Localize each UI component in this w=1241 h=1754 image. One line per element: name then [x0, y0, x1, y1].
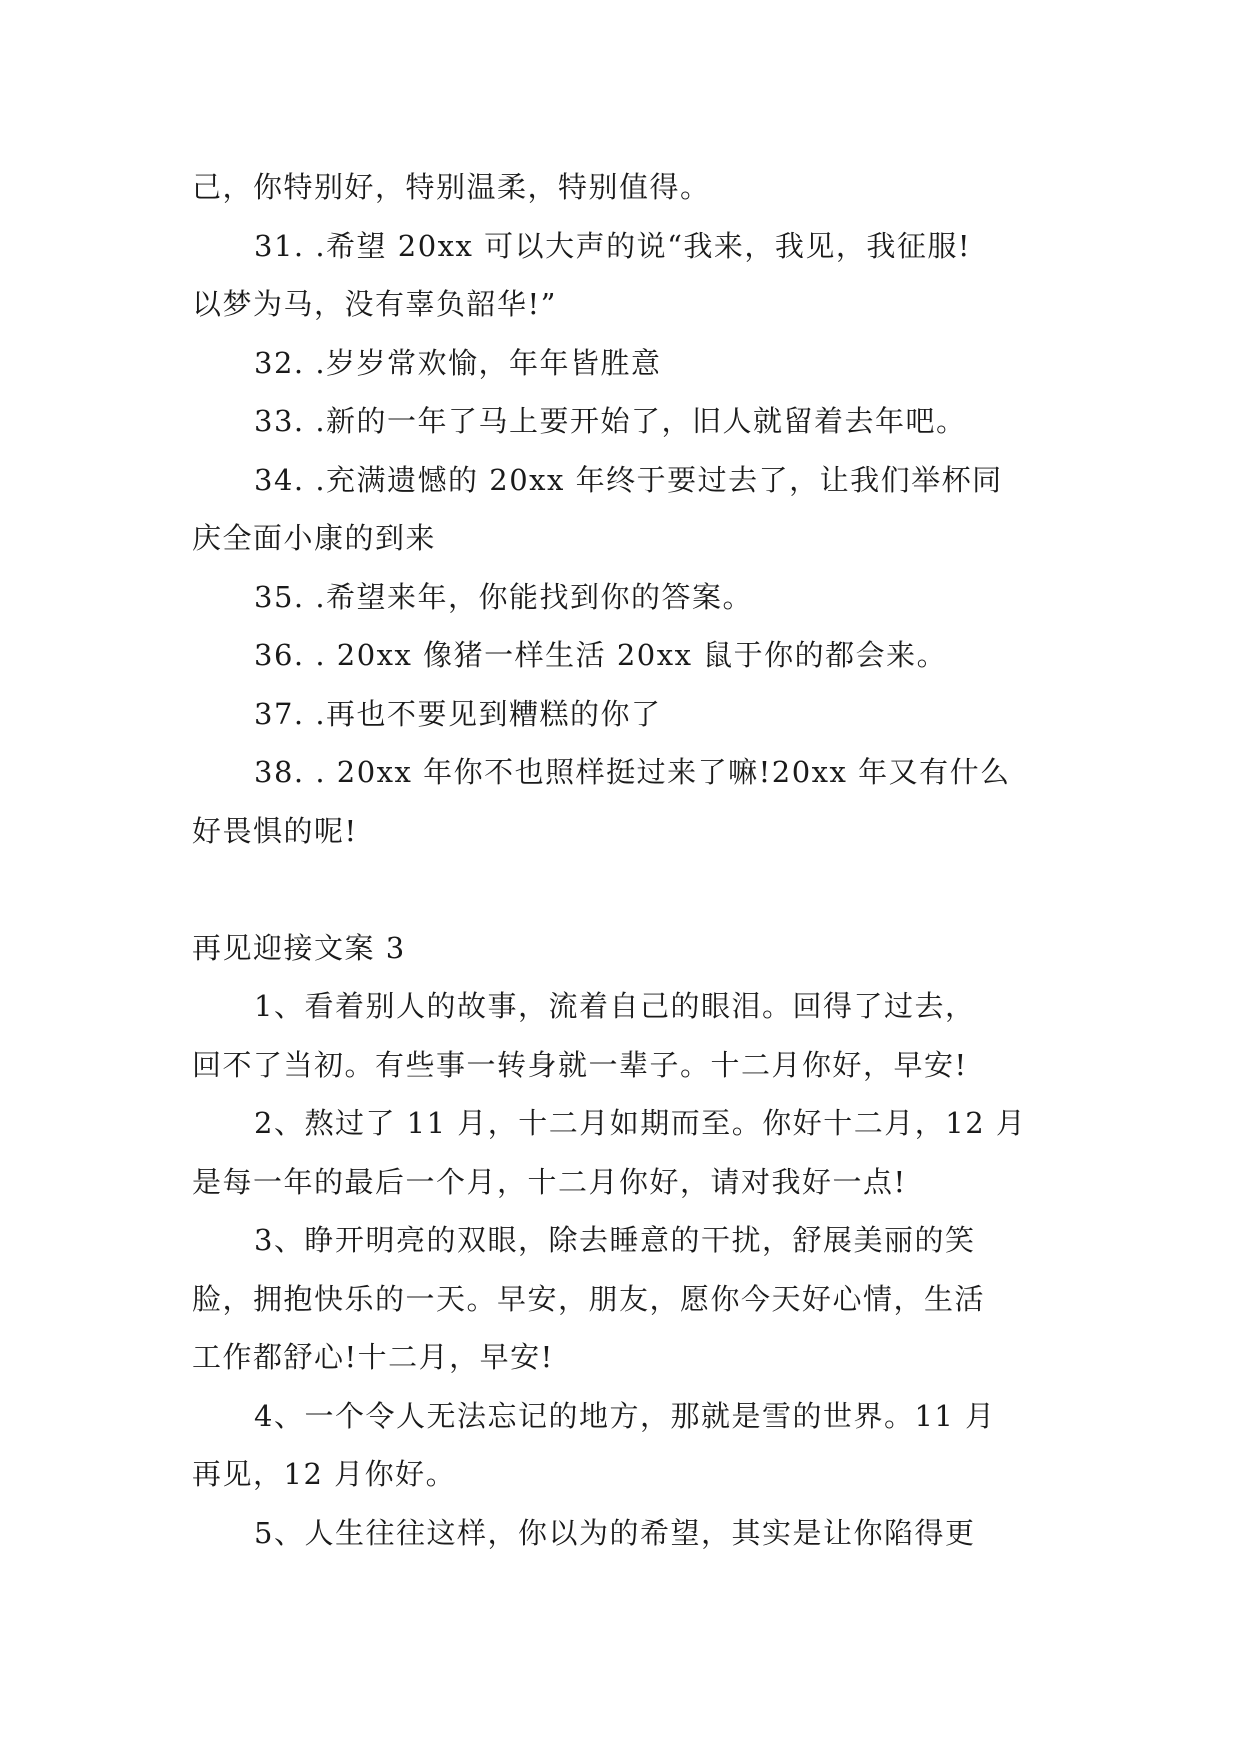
- list-item-4: 4、一个令人无法忘记的地方，那就是雪的世界。11 月: [254, 1398, 996, 1433]
- text-line: 是每一年的最后一个月，十二月你好，请对我好一点!: [192, 1164, 907, 1199]
- section-spacer: [192, 860, 1062, 919]
- list-item-5: 5、人生往往这样，你以为的希望，其实是让你陷得更: [254, 1515, 976, 1550]
- list-item-31: 31. .希望 20xx 可以大声的说“我来，我见，我征服!: [254, 228, 972, 263]
- list-item-38: 38. . 20xx 年你不也照样挺过来了嘛!20xx 年又有什么: [254, 755, 1011, 789]
- text-line: 脸，拥抱快乐的一天。早安，朋友，愿你今天好心情，生活: [192, 1281, 986, 1316]
- list-item-34: 34. .充满遗憾的 20xx 年终于要过去了，让我们举杯同: [254, 462, 1003, 497]
- text-line: 好畏惧的呢!: [192, 813, 358, 848]
- list-item-3: 3、睁开明亮的双眼，除去睡意的干扰，舒展美丽的笑: [254, 1223, 976, 1257]
- list-item-37: 37. .再也不要见到糟糕的你了: [254, 696, 662, 731]
- section-heading: 再见迎接文案 3: [192, 930, 406, 965]
- text-line: 工作都舒心!十二月，早安!: [192, 1340, 554, 1374]
- text-line: 回不了当初。有些事一转身就一辈子。十二月你好，早安!: [192, 1047, 968, 1082]
- text-line: 再见，12 月你好。: [192, 1457, 457, 1491]
- list-item-36: 36. . 20xx 像猪一样生活 20xx 鼠于你的都会来。: [254, 638, 948, 672]
- section-top: [192, 158, 1062, 860]
- list-item-33: 33. .新的一年了马上要开始了，旧人就留着去年吧。: [254, 404, 967, 438]
- list-item-32: 32. .岁岁常欢愉，年年皆胜意: [254, 345, 662, 380]
- section-bottom: [192, 977, 1062, 1562]
- list-item-2: 2、熬过了 11 月，十二月如期而至。你好十二月，12 月: [254, 1106, 1027, 1140]
- text-line: 以梦为马，没有辜负韶华!”: [192, 287, 557, 321]
- document-body: [192, 158, 1062, 1562]
- list-item-35: 35. .希望来年，你能找到你的答案。: [254, 579, 754, 614]
- list-item-1: 1、看着别人的故事，流着自己的眼泪。回得了过去，: [254, 989, 976, 1023]
- text-line: 庆全面小康的到来: [192, 521, 437, 555]
- text-line: 己，你特别好，特别温柔，特别值得。: [192, 170, 711, 204]
